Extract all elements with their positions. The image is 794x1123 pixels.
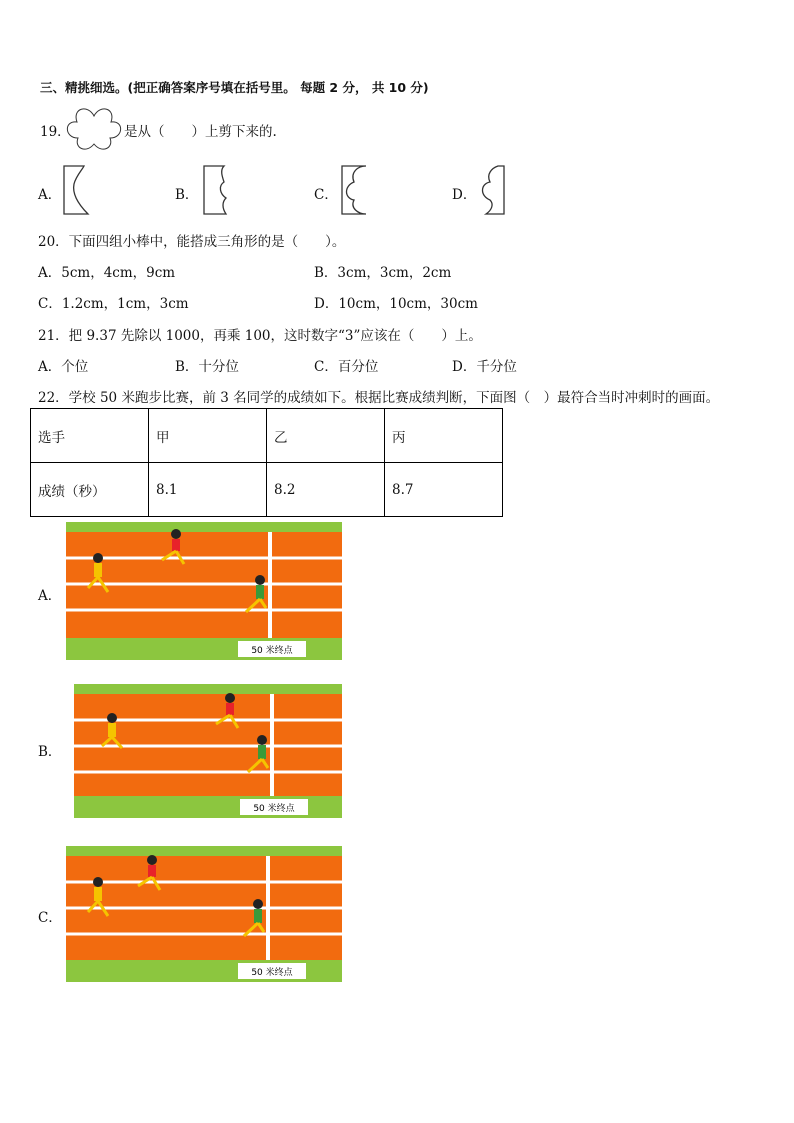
q20-stem: 20．下面四组小棒中，能搭成三角形的是（ ）。	[38, 234, 346, 250]
table-cell: 成绩（秒）	[31, 463, 149, 517]
q19-option-b[interactable]: B．	[175, 187, 199, 203]
table-cell: 8.2	[267, 463, 385, 517]
q21-stem: 21．把 9.37 先除以 1000，再乘 100，这时数字“3”应该在（ ）上。	[38, 328, 482, 344]
q20-option-d[interactable]: D．10cm，10cm，30cm	[314, 296, 478, 312]
fold-shape-c	[340, 164, 370, 216]
q19-option-a[interactable]: A．	[38, 187, 62, 203]
q21-option-a[interactable]: A．个位	[38, 359, 89, 375]
race-picture-c	[66, 846, 342, 982]
section-title: 三、精挑细选。(把正确答案序号填在括号里。 每题 2 分， 共 10 分)	[40, 80, 429, 95]
q19-number: 19．	[40, 124, 71, 140]
fold-shape-a	[62, 164, 90, 216]
q19-option-c[interactable]: C．	[314, 187, 338, 203]
table-cell: 8.7	[385, 463, 503, 517]
table-cell: 乙	[267, 409, 385, 463]
table-cell: 甲	[149, 409, 267, 463]
race-picture-b	[74, 684, 342, 818]
q22-option-c[interactable]: C．	[38, 910, 62, 926]
q20-option-a[interactable]: A．5cm，4cm，9cm	[38, 265, 176, 281]
q21-option-b[interactable]: B．十分位	[175, 359, 239, 375]
q20-option-b[interactable]: B．3cm，3cm，2cm	[314, 265, 452, 281]
q21-option-c[interactable]: C．百分位	[314, 359, 379, 375]
fold-shape-b	[202, 164, 230, 216]
clover-cutout-figure	[66, 106, 122, 154]
q22-stem: 22．学校 50 米跑步比赛，前 3 名同学的成绩如下。根据比赛成绩判断，下面图（ ）最符合当时冲刺时的画面。	[38, 390, 720, 406]
finish-label: 50 米终点	[253, 804, 295, 814]
q22-option-a[interactable]: A．	[38, 588, 62, 604]
q21-option-d[interactable]: D．千分位	[452, 359, 517, 375]
table-cell: 丙	[385, 409, 503, 463]
results-table	[30, 408, 503, 517]
race-picture-a	[66, 522, 342, 660]
finish-label: 50 米终点	[251, 646, 293, 656]
q22-option-b[interactable]: B．	[38, 744, 62, 760]
finish-label: 50 米终点	[251, 968, 293, 978]
q19-option-d[interactable]: D．	[452, 187, 477, 203]
table-row	[31, 409, 503, 463]
q20-option-c[interactable]: C．1.2cm，1cm，3cm	[38, 296, 189, 312]
table-row	[31, 463, 503, 517]
table-cell: 选手	[31, 409, 149, 463]
q19-stem: 是从（ ）上剪下来的.	[124, 124, 277, 140]
table-cell: 8.1	[149, 463, 267, 517]
fold-shape-d	[478, 164, 508, 216]
